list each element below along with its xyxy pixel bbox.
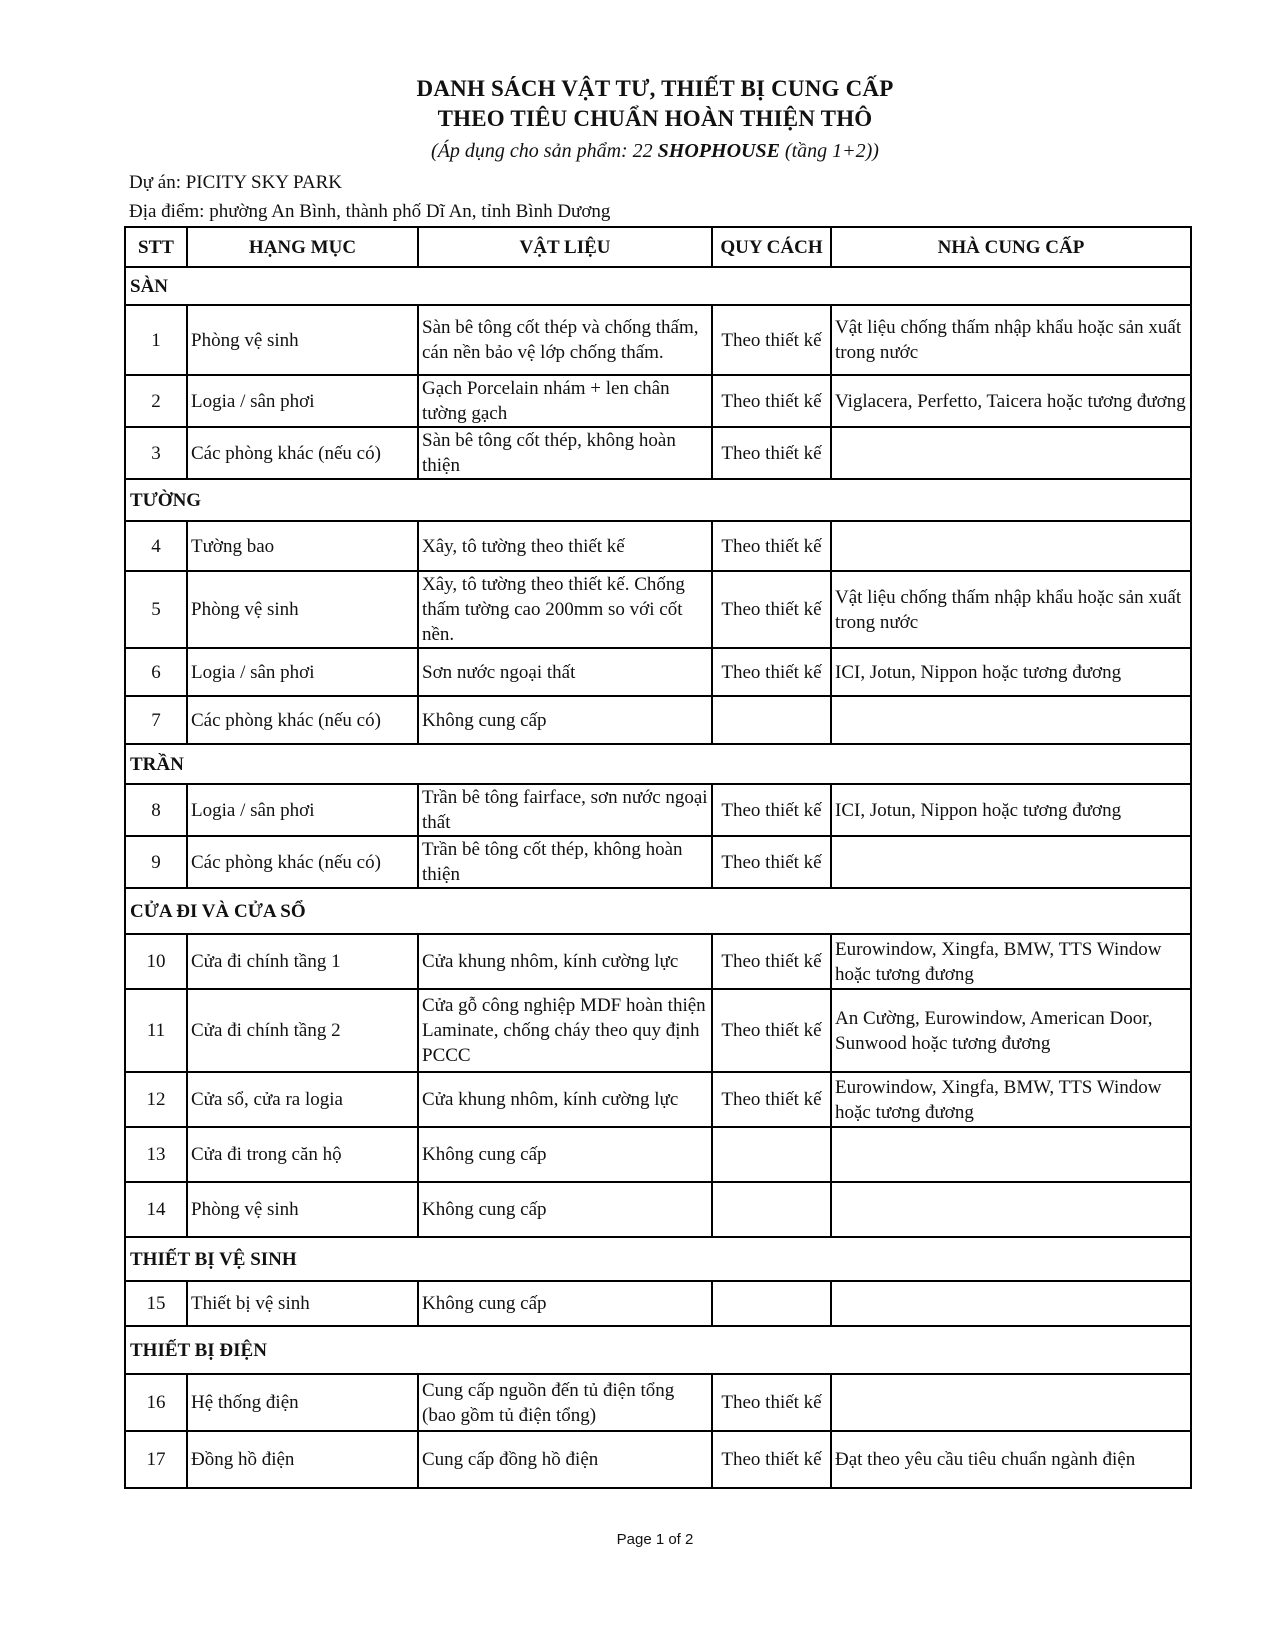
cell-supplier: Đạt theo yêu cầu tiêu chuẩn ngành điện	[831, 1431, 1191, 1488]
cell-item: Cửa đi trong căn hộ	[187, 1127, 418, 1182]
cell-supplier: An Cường, Eurowindow, American Door, Sunwood hoặc tương đương	[831, 989, 1191, 1072]
cell-material: Xây, tô tường theo thiết kế	[418, 521, 712, 571]
cell-supplier: Vật liệu chống thấm nhập khẩu hoặc sản xuất trong nước	[831, 305, 1191, 375]
subtitle-suffix: (tầng 1+2))	[779, 140, 879, 162]
header-material: VẬT LIỆU	[418, 227, 712, 267]
cell-material: Sàn bê tông cốt thép và chống thấm, cán nền bảo vệ lớp chống thấm.	[418, 305, 712, 375]
cell-supplier	[831, 521, 1191, 571]
cell-material: Không cung cấp	[418, 1127, 712, 1182]
table-row	[125, 427, 1191, 479]
cell-supplier: ICI, Jotun, Nippon hoặc tương đương	[831, 784, 1191, 836]
cell-material: Sơn nước ngoại thất	[418, 648, 712, 696]
cell-item: Thiết bị vệ sinh	[187, 1281, 418, 1326]
cell-material: Sàn bê tông cốt thép, không hoàn thiện	[418, 427, 712, 479]
table-row	[125, 784, 1191, 836]
cell-material: Không cung cấp	[418, 1182, 712, 1237]
cell-spec: Theo thiết kế	[712, 571, 831, 648]
table-row	[125, 305, 1191, 375]
cell-spec: Theo thiết kế	[712, 1072, 831, 1127]
cell-supplier: Eurowindow, Xingfa, BMW, TTS Window hoặc tương đương	[831, 934, 1191, 989]
cell-stt: 10	[125, 934, 187, 989]
cell-spec: Theo thiết kế	[712, 1431, 831, 1488]
cell-supplier: Vật liệu chống thấm nhập khẩu hoặc sản xuất trong nước	[831, 571, 1191, 648]
cell-item: Tường bao	[187, 521, 418, 571]
cell-material: Cửa khung nhôm, kính cường lực	[418, 1072, 712, 1127]
cell-supplier	[831, 1374, 1191, 1431]
table-row	[125, 375, 1191, 427]
cell-spec: Theo thiết kế	[712, 521, 831, 571]
cell-material: Xây, tô tường theo thiết kế. Chống thấm tường cao 200mm so với cốt nền.	[418, 571, 712, 648]
cell-supplier	[831, 1281, 1191, 1326]
cell-spec	[712, 696, 831, 744]
cell-item: Phòng vệ sinh	[187, 1182, 418, 1237]
table-row	[125, 989, 1191, 1072]
cell-stt: 9	[125, 836, 187, 888]
cell-item: Các phòng khác (nếu có)	[187, 836, 418, 888]
cell-item: Cửa đi chính tầng 2	[187, 989, 418, 1072]
cell-stt: 3	[125, 427, 187, 479]
section-row	[125, 479, 1191, 521]
document-title-line2: THEO TIÊU CHUẨN HOÀN THIỆN THÔ	[437, 106, 873, 131]
header-supplier: NHÀ CUNG CẤP	[831, 227, 1191, 267]
cell-material: Gạch Porcelain nhám + len chân tường gạch	[418, 375, 712, 427]
cell-stt: 2	[125, 375, 187, 427]
cell-stt: 12	[125, 1072, 187, 1127]
cell-material: Không cung cấp	[418, 696, 712, 744]
cell-stt: 1	[125, 305, 187, 375]
cell-stt: 16	[125, 1374, 187, 1431]
cell-supplier: Viglacera, Perfetto, Taicera hoặc tương đương	[831, 375, 1191, 427]
subtitle-product: SHOPHOUSE	[657, 140, 780, 162]
cell-material: Cửa gỗ công nghiệp MDF hoàn thiện Laminate, chống cháy theo quy định PCCC	[418, 989, 712, 1072]
cell-supplier	[831, 836, 1191, 888]
section-row	[125, 1237, 1191, 1281]
section-title: TƯỜNG	[125, 479, 1191, 521]
table-row	[125, 836, 1191, 888]
cell-spec	[712, 1281, 831, 1326]
section-title: TRẦN	[125, 744, 1191, 784]
cell-item: Logia / sân phơi	[187, 784, 418, 836]
table-row	[125, 1072, 1191, 1127]
cell-supplier	[831, 1127, 1191, 1182]
cell-spec: Theo thiết kế	[712, 427, 831, 479]
table-row	[125, 1374, 1191, 1431]
cell-spec: Theo thiết kế	[712, 934, 831, 989]
section-title: THIẾT BỊ ĐIỆN	[125, 1326, 1191, 1374]
cell-material: Cửa khung nhôm, kính cường lực	[418, 934, 712, 989]
cell-item: Cửa đi chính tầng 1	[187, 934, 418, 989]
cell-spec: Theo thiết kế	[712, 836, 831, 888]
section-row	[125, 888, 1191, 934]
cell-material: Trần bê tông cốt thép, không hoàn thiện	[418, 836, 712, 888]
header-item: HẠNG MỤC	[187, 227, 418, 267]
cell-item: Logia / sân phơi	[187, 648, 418, 696]
section-title: THIẾT BỊ VỆ SINH	[125, 1237, 1191, 1281]
cell-stt: 14	[125, 1182, 187, 1237]
cell-item: Các phòng khác (nếu có)	[187, 427, 418, 479]
cell-supplier	[831, 696, 1191, 744]
document-subtitle	[0, 140, 1275, 163]
cell-item: Phòng vệ sinh	[187, 571, 418, 648]
cell-material: Cung cấp đồng hồ điện	[418, 1431, 712, 1488]
table-body	[125, 267, 1191, 1488]
section-row	[125, 267, 1191, 305]
cell-spec: Theo thiết kế	[712, 305, 831, 375]
table-header-row	[125, 227, 1191, 267]
section-row	[125, 1326, 1191, 1374]
table-row	[125, 1281, 1191, 1326]
cell-item: Cửa sổ, cửa ra logia	[187, 1072, 418, 1127]
table-row	[125, 571, 1191, 648]
cell-item: Hệ thống điện	[187, 1374, 418, 1431]
cell-supplier	[831, 427, 1191, 479]
cell-material: Không cung cấp	[418, 1281, 712, 1326]
table-row	[125, 521, 1191, 571]
cell-stt: 7	[125, 696, 187, 744]
table-row	[125, 648, 1191, 696]
table-row	[125, 934, 1191, 989]
cell-stt: 11	[125, 989, 187, 1072]
cell-stt: 17	[125, 1431, 187, 1488]
cell-stt: 8	[125, 784, 187, 836]
cell-stt: 13	[125, 1127, 187, 1182]
materials-table	[124, 226, 1192, 1489]
cell-material: Cung cấp nguồn đến tủ điện tổng (bao gồm tủ điện tổng)	[418, 1374, 712, 1431]
cell-spec: Theo thiết kế	[712, 989, 831, 1072]
header-spec: QUY CÁCH	[712, 227, 831, 267]
location-line: Địa điểm: phường An Bình, thành phố Dĩ An, tỉnh Bình Dương	[129, 201, 611, 222]
cell-item: Phòng vệ sinh	[187, 305, 418, 375]
cell-spec: Theo thiết kế	[712, 1374, 831, 1431]
cell-supplier	[831, 1182, 1191, 1237]
project-line: Dự án: PICITY SKY PARK	[129, 172, 342, 193]
table-row	[125, 1182, 1191, 1237]
cell-spec	[712, 1182, 831, 1237]
cell-stt: 5	[125, 571, 187, 648]
document-title-line1: DANH SÁCH VẬT TƯ, THIẾT BỊ CUNG CẤP	[416, 76, 894, 101]
cell-spec: Theo thiết kế	[712, 784, 831, 836]
cell-item: Các phòng khác (nếu có)	[187, 696, 418, 744]
section-row	[125, 744, 1191, 784]
cell-spec	[712, 1127, 831, 1182]
cell-supplier: Eurowindow, Xingfa, BMW, TTS Window hoặc tương đương	[831, 1072, 1191, 1127]
cell-stt: 4	[125, 521, 187, 571]
table-row	[125, 696, 1191, 744]
section-title: CỬA ĐI VÀ CỬA SỔ	[125, 888, 1191, 934]
cell-spec: Theo thiết kế	[712, 375, 831, 427]
subtitle-prefix: (Áp dụng cho sản phẩm: 22	[431, 140, 658, 162]
cell-spec: Theo thiết kế	[712, 648, 831, 696]
cell-stt: 15	[125, 1281, 187, 1326]
section-title: SÀN	[125, 267, 1191, 305]
cell-stt: 6	[125, 648, 187, 696]
page-number: Page 1 of 2	[616, 1531, 694, 1548]
header-stt: STT	[125, 227, 187, 267]
cell-supplier: ICI, Jotun, Nippon hoặc tương đương	[831, 648, 1191, 696]
table-row	[125, 1431, 1191, 1488]
cell-item: Đồng hồ điện	[187, 1431, 418, 1488]
cell-material: Trần bê tông fairface, sơn nước ngoại thất	[418, 784, 712, 836]
cell-item: Logia / sân phơi	[187, 375, 418, 427]
table-row	[125, 1127, 1191, 1182]
